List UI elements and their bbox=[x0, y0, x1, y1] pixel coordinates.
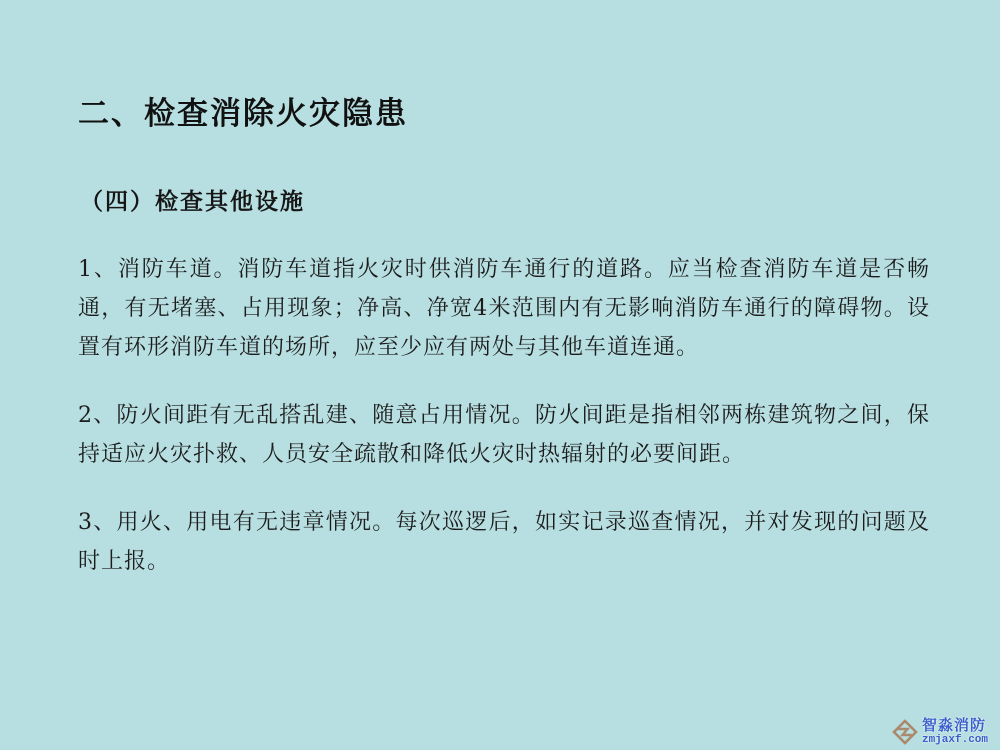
watermark-domain: zmjaxf.com bbox=[921, 734, 988, 746]
slide-subtitle: （四）检查其他设施 bbox=[80, 188, 305, 215]
paragraph-fire-lane: 1、消防车道。消防车道指火灾时供消防车通行的道路。应当检查消防车道是否畅通，有无堵塞、占用现象；净高、净宽4米范围内有无影响消防车通行的障碍物。设置有环形消防车道的场所，应至少应有两处与其他车道连通。 bbox=[78, 257, 930, 360]
watermark-logo bbox=[892, 718, 988, 746]
paragraph-fire-separation: 2、防火间距有无乱搭乱建、随意占用情况。防火间距是指相邻两栋建筑物之间，保持适应火灾扑救、人员安全疏散和降低火灾时热辐射的必要间距。 bbox=[78, 403, 930, 467]
brand-diamond-z-icon bbox=[892, 719, 918, 745]
paragraph-fire-electricity-use: 3、用火、用电有无违章情况。每次巡逻后，如实记录巡查情况，并对发现的问题及时上报。 bbox=[78, 510, 930, 574]
watermark-text bbox=[922, 718, 988, 746]
watermark-brand-name: 智淼消防 bbox=[921, 717, 986, 734]
slide-title: 二、检查消除火灾隐患 bbox=[78, 96, 408, 131]
